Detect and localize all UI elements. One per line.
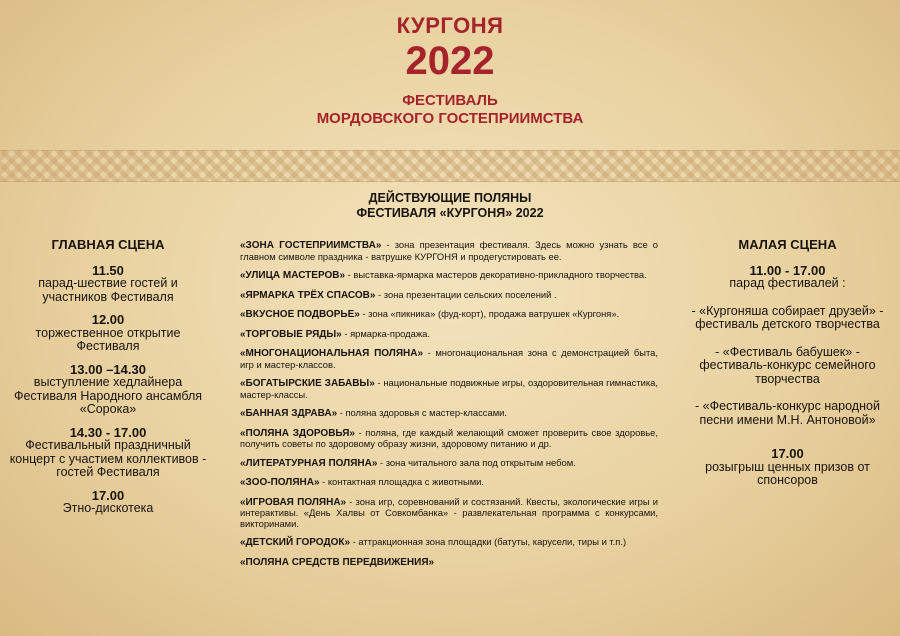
zone-name: «ПОЛЯНА СРЕДСТВ ПЕРЕДВИЖЕНИЯ» [240, 556, 435, 568]
event-time: 14.30 - 17.00 [69, 424, 147, 440]
zone-name: «ДЕТСКИЙ ГОРОДОК» [240, 537, 351, 548]
zone-desc: - зона презентация фестиваля. Здесь можно узнать все о главном символе праздника - ватрушке КУРГОНЯ и продегустировать ее. [240, 239, 658, 262]
small-stage-event [680, 346, 895, 387]
zone-item [240, 378, 658, 400]
zone-item [240, 240, 658, 262]
zone-desc: - многонациональная зона с демонстрацией быта, игр и мастер-классов. [240, 347, 659, 370]
zone-item [240, 270, 658, 282]
event-time: 11.50 [92, 262, 124, 278]
zones-heading-1: ДЕЙСТВУЮЩИЕ ПОЛЯНЫ [368, 191, 532, 205]
festival-year: 2022 [405, 39, 495, 83]
zone-item [240, 458, 658, 470]
zone-item [240, 537, 658, 549]
ornament-band [0, 150, 900, 182]
festival-subtitle-1: ФЕСТИВАЛЬ [402, 92, 498, 109]
zone-name: «ИГРОВАЯ ПОЛЯНА» [240, 496, 347, 508]
zone-desc: - контактная площадка с животными. [319, 476, 484, 487]
zone-desc: - аттракционная зона площадки (батуты, карусели, тиры и т.п.) [350, 536, 627, 547]
small-stage-event [680, 305, 895, 332]
zone-item [240, 309, 658, 321]
event-desc: выступление хедлайнера Фестиваля Народного ансамбля «Сорока» [13, 375, 203, 416]
small-stage-event [680, 264, 895, 291]
zone-name: «ВКУСНОЕ ПОДВОРЬЕ» [240, 309, 360, 320]
event-desc: парад-шествие гостей и участников Фестиваля [38, 276, 178, 304]
zone-desc: - поляна, где каждый желающий сможет проверить свое здоровье, получить советы по здоровому образу жизни, здоровому питанию и др. [240, 426, 658, 449]
small-stage-event [680, 400, 895, 427]
event-desc: парад фестивалей : [729, 276, 846, 290]
small-stage-event [680, 447, 895, 488]
main-stage-event [8, 313, 208, 354]
zone-item [240, 497, 658, 530]
zone-desc: - поляна здоровья с мастер-классами. [337, 407, 507, 418]
main-stage-event [8, 363, 208, 417]
main-stage-event [8, 264, 208, 305]
event-desc: Этно-дискотека [62, 501, 154, 515]
event-desc: - «Фестиваль бабушек» - фестиваль-конкурс семейного творчества [699, 344, 876, 386]
event-desc: розыгрыш ценных призов от спонсоров [705, 459, 870, 487]
event-desc: - «Кургоняша собирает друзей» - фестиваль детского творчества [691, 303, 884, 331]
main-stage-event [8, 426, 208, 480]
event-time: 13.00 –14.30 [70, 361, 146, 377]
zone-name: «МНОГОНАЦИОНАЛЬНАЯ ПОЛЯНА» [240, 348, 424, 359]
zones-heading-2: ФЕСТИВАЛЯ «КУРГОНЯ» 2022 [356, 206, 544, 220]
zone-item [240, 290, 658, 302]
zone-desc: - зона читального зала под открытым небом. [377, 456, 576, 468]
zone-desc: - ярмарка-продажа. [341, 327, 430, 339]
small-stage-title: МАЛАЯ СЦЕНА [738, 237, 837, 252]
zone-desc: - выставка-ярмарка мастеров декоративно-прикладного творчества. [345, 269, 647, 280]
zone-name: «ТОРГОВЫЕ РЯДЫ» [240, 328, 342, 340]
festival-subtitle-2: МОРДОВСКОГО ГОСТЕПРИИМСТВА [316, 110, 584, 127]
zone-item [240, 348, 658, 370]
zones-list [240, 240, 658, 576]
main-stage-title: ГЛАВНАЯ СЦЕНА [51, 237, 165, 252]
event-time: 17.00 [771, 446, 804, 461]
event-time: 11.00 - 17.00 [749, 262, 826, 278]
zone-desc: - зона презентации сельских поселений . [375, 288, 557, 300]
zone-desc: - национальные подвижные игры, оздоровительная гимнастика, мастер-классы. [240, 377, 658, 400]
zone-item [240, 408, 658, 420]
event-time: 12.00 [91, 312, 125, 327]
event-desc: - «Фестиваль-конкурс народной песни имени М.Н. Антоновой» [695, 399, 880, 427]
main-stage-event [8, 489, 208, 516]
small-stage-column [680, 238, 895, 497]
zone-name: «ЗОНА ГОСТЕПРИИМСТВА» [240, 240, 382, 251]
event-desc: торжественное открытие Фестиваля [35, 325, 181, 353]
zone-desc: - зона «пикника» (фуд-корт), продажа ватрушек «Кургоня». [359, 308, 620, 319]
zone-item [240, 477, 658, 489]
festival-name: КУРГОНЯ [396, 13, 504, 38]
zone-name: «ПОЛЯНА ЗДОРОВЬЯ» [240, 427, 355, 439]
zone-item [240, 557, 658, 569]
zone-name: «ЯРМАРКА ТРЁХ СПАСОВ» [240, 289, 376, 301]
zone-item [240, 428, 658, 450]
zone-name: «ЗОО-ПОЛЯНА» [240, 477, 320, 488]
zone-name: «УЛИЦА МАСТЕРОВ» [240, 270, 346, 281]
zone-item [240, 329, 658, 341]
event-time: 17.00 [91, 487, 125, 503]
zone-desc: - зона игр, соревнований и состязаний. Квесты, экологические игры и интерактивы. «День Халвы от Совкомбанка» - развлекательная программа с конкурсами, викторинами. [240, 495, 658, 529]
main-stage-column [8, 238, 208, 525]
zone-name: «ЛИТЕРАТУРНАЯ ПОЛЯНА» [240, 457, 378, 469]
zone-name: «БАННАЯ ЗДРАВА» [240, 408, 338, 419]
event-desc: Фестивальный праздничный концерт с участием коллективов - гостей Фестиваля [9, 438, 207, 479]
zone-name: «БОГАТЫРСКИЕ ЗАБАВЫ» [240, 378, 375, 389]
